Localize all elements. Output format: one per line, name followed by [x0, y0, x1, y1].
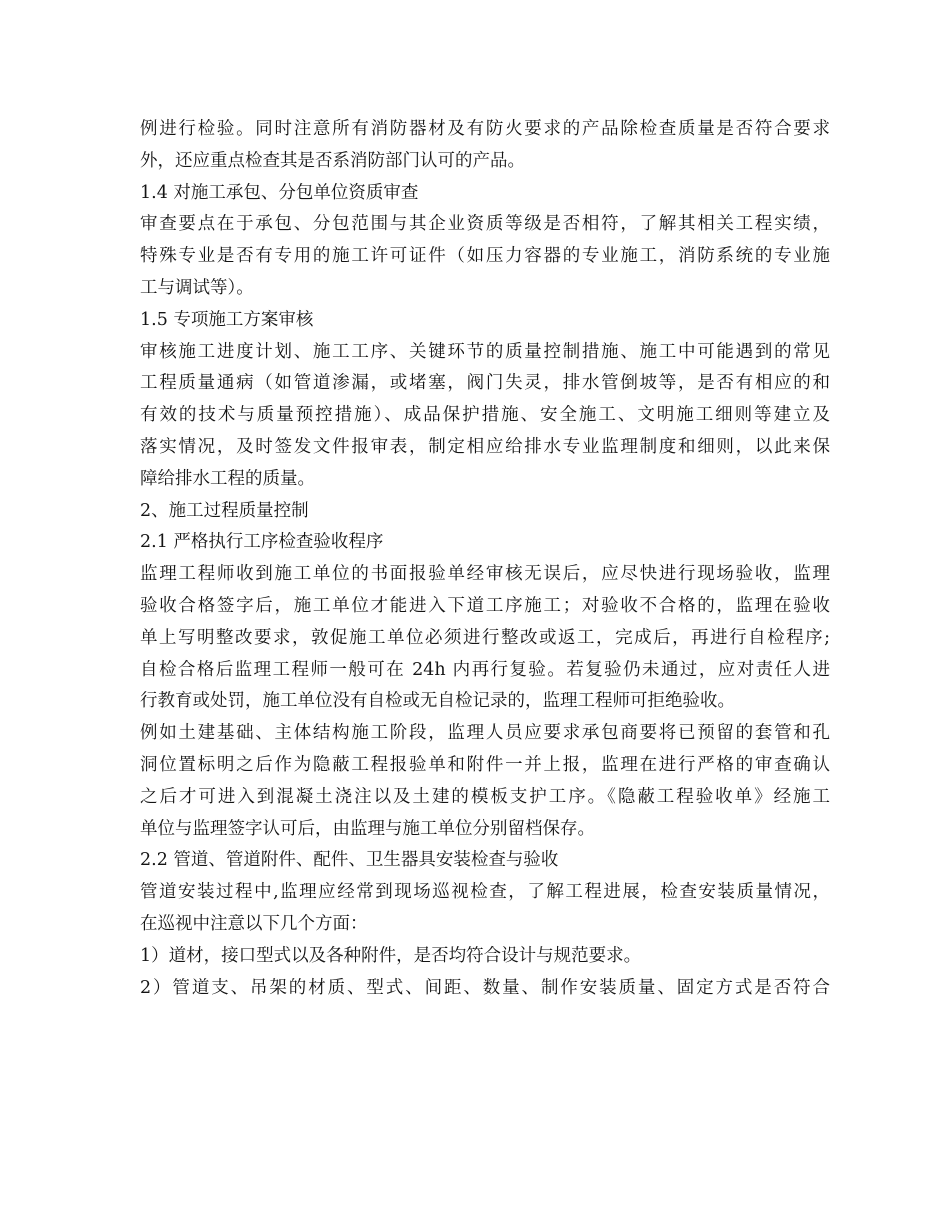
subsection-heading: 2.1 严格执行工序检查验收程序	[140, 532, 384, 553]
text-line: 行教育或处罚，施工单位没有自检或无自检记录的，监理工程师可拒绝验收。	[140, 691, 735, 712]
text-line: 洞位置标明之后作为隐蔽工程报验单和附件一并上报，监理在进行严格的审查确认	[140, 754, 830, 775]
text-line: 工与调试等）。	[140, 277, 254, 298]
text-line: 监理工程师收到施工单位的书面报验单经审核无误后，应尽快进行现场验收，监理	[140, 564, 830, 585]
section-heading: 2、施工过程质量控制	[140, 500, 309, 521]
document-body	[140, 114, 830, 1004]
text-line: 例如土建基础、主体结构施工阶段，监理人员应要求承包商要将已预留的套管和孔	[140, 723, 830, 744]
section-heading: 1.4 对施工承包、分包单位资质审查	[140, 182, 419, 203]
text-line: 单位与监理签字认可后，由监理与施工单位分别留档保存。	[140, 818, 595, 839]
text-line: 例进行检验。同时注意所有消防器材及有防火要求的产品除检查质量是否符合要求	[140, 119, 830, 139]
section-heading: 1.5 专项施工方案审核	[140, 309, 314, 330]
list-item: 2）管道支、吊架的材质、型式、间距、数量、制作安装质量、固定方式是否符合	[140, 977, 830, 998]
subsection-heading: 2.2 管道、管道附件、配件、卫生器具安装检查与验收	[140, 850, 559, 871]
text-line: 审查要点在于承包、分包范围与其企业资质等级是否相符，了解其相关工程实绩，	[140, 214, 830, 235]
text-line: 自检合格后监理工程师一般可在 24h 内再行复验。若复验仍未通过，应对责任人进	[140, 659, 830, 680]
list-item: 1）道材，接口型式以及各种附件，是否均符合设计与规范要求。	[140, 945, 642, 966]
text-line: 特殊专业是否有专用的施工许可证件（如压力容器的专业施工，消防系统的专业施	[140, 246, 830, 267]
text-line: 在巡视中注意以下几个方面：	[140, 913, 368, 934]
text-line: 审核施工进度计划、施工工序、关键环节的质量控制措施、施工中可能遇到的常见	[140, 341, 830, 362]
text-line: 有效的技术与质量预控措施）、成品保护措施、安全施工、文明施工细则等建立及	[140, 405, 830, 426]
text-line: 单上写明整改要求，敦促施工单位必须进行整改或返工，完成后，再进行自检程序;	[140, 627, 830, 648]
text-line: 障给排水工程的质量。	[140, 468, 315, 489]
text-line: 外，还应重点检查其是否系消防部门认可的产品。	[140, 150, 525, 171]
text-line: 验收合格签字后，施工单位才能进入下道工序施工；对验收不合格的，监理在验收	[140, 595, 830, 616]
text-line: 落实情况，及时签发文件报审表，制定相应给排水专业监理制度和细则，以此来保	[140, 436, 830, 457]
text-line: 管道安装过程中,监理应经常到现场巡视检查，了解工程进展，检查安装质量情况，	[140, 882, 830, 903]
text-line: 之后才可进入到混凝土浇注以及土建的模板支护工序。《隐蔽工程验收单》经施工	[140, 786, 830, 807]
text-line: 工程质量通病（如管道渗漏，或堵塞，阀门失灵，排水管倒坡等，是否有相应的和	[140, 373, 830, 394]
